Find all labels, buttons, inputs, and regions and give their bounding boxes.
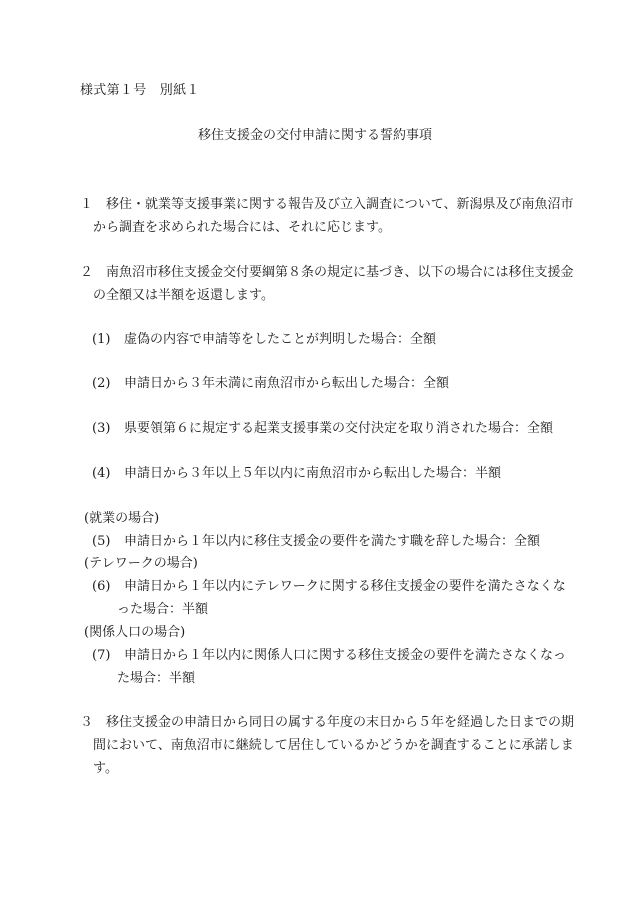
refund-case-1 (92, 328, 582, 351)
telework-case-group (84, 552, 574, 621)
refund-case-6-number: (6) (92, 579, 111, 594)
refund-case-1-text: 虚偽の内容で申請等をしたことが判明した場合：全額 (124, 332, 437, 347)
refund-case-2-number: (2) (92, 376, 111, 391)
pledge-item-1-line-2: から調査を求められた場合には、それに応じます。 (93, 220, 391, 235)
refund-case-3-text: 県要領第６に規定する起業支援事業の交付決定を取り消された場合：全額 (124, 421, 554, 436)
pledge-item-2-line-2: の全額又は半額を返還します。 (93, 288, 274, 303)
telework-case-heading: (テレワークの場合) (84, 556, 198, 571)
pledge-item-1-line-1: １ 移住・就業等支援事業に関する報告及び立入調査について、新潟県及び南魚沼市 (80, 193, 570, 216)
document-title: 移住支援金の交付申請に関する誓約事項 (197, 128, 432, 143)
pledge-item-3-line-3: す。 (93, 761, 118, 776)
pledge-item-3-number: ３ (80, 715, 94, 730)
refund-case-5-text: 申請日から１年以内に移住支援金の要件を満たす職を辞した場合：全額 (124, 534, 541, 549)
pledge-item-3 (80, 711, 575, 780)
pledge-item-2-number: ２ (80, 265, 94, 280)
refund-case-6-text-line-1: 申請日から１年以内にテレワークに関する移住支援金の要件を満たさなくな (124, 579, 566, 594)
refund-case-4 (92, 462, 582, 485)
refund-case-3 (92, 417, 582, 440)
employment-case-group (84, 507, 574, 553)
refund-case-7-number: (7) (92, 648, 111, 663)
employment-case-heading: (就業の場合) (84, 511, 160, 526)
refund-case-7-text-line-1: 申請日から１年以内に関係人口に関する移住支援金の要件を満たさなくなっ (124, 648, 567, 663)
pledge-item-2 (80, 261, 574, 307)
refund-case-2 (92, 372, 582, 395)
refund-case-6-text-line-2: った場合：半額 (117, 602, 209, 617)
refund-case-3-number: (3) (92, 421, 111, 436)
pledge-item-1-number: １ (80, 197, 94, 212)
pledge-item-1 (80, 193, 574, 239)
refund-case-1-number: (1) (92, 332, 111, 347)
refund-case-4-number: (4) (92, 466, 111, 481)
refund-case-5-number: (5) (92, 534, 111, 549)
pledge-item-2-line-1: ２ 南魚沼市移住支援金交付要綱第８条の規定に基づき、以下の場合には移住支援金 (80, 261, 570, 284)
form-number-label: 様式第１号 別紙１ (80, 83, 200, 98)
pledge-item-3-line-2: 間において、南魚沼市に継続して居住しているかどうかを調査することに承諾しま (93, 738, 574, 753)
refund-case-4-text: 申請日から３年以上５年以内に南魚沼市から転出した場合：半額 (124, 466, 502, 481)
related-population-case-heading: (関係人口の場合) (84, 625, 186, 640)
pledge-item-3-line-1: ３ 移住支援金の申請日から同日の属する年度の末日から５年を経過した日までの期 (80, 711, 570, 734)
related-population-case-group (84, 621, 574, 690)
refund-case-7-text-line-2: た場合：半額 (117, 671, 196, 686)
refund-case-2-text: 申請日から３年未満に南魚沼市から転出した場合：全額 (124, 376, 450, 391)
